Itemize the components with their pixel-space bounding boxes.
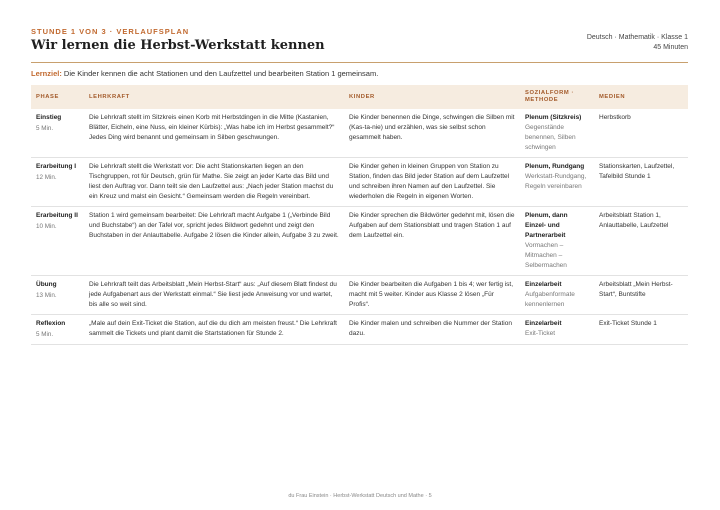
method-note: Vormachen – Mitmachen – Selbermachen [525,242,567,269]
teacher-cell: „Male auf dein Exit-Ticket die Station, auf die du dich am meisten freust.“ Die Lehrkraft sammelt die Tickets und plant damit die Startstationen für Stunde 2. [84,315,344,345]
method-note: Exit-Ticket [525,330,556,337]
phase-minutes: 12 Min. [36,174,57,181]
phase-name: Reflexion [36,320,66,327]
column-header-teacher: LEHRKRAFT [84,85,344,109]
phase-minutes: 5 Min. [36,331,54,338]
column-header-phase: PHASE [31,85,84,109]
children-cell: Die Kinder benennen die Dinge, schwingen die Silben mit (Kas-ta-nie) und erzählen, was sie selbst schon gesammelt haben. [344,109,520,158]
children-cell: Die Kinder malen und schreiben die Nummer der Station dazu. [344,315,520,345]
lesson-plan-page [31,26,688,345]
media-cell: Arbeitsblatt „Mein Herbst-Start“, Buntstifte [594,276,688,315]
phase-minutes: 5 Min. [36,125,54,132]
teacher-cell: Die Lehrkraft stellt die Werkstatt vor: Die acht Stationskarten liegen an den Tischgruppen, rot für Deutsch, grün für Mathe. Sie zeigt an jeder Karte das Bild und liest den Auftrag vor. Dann teilt sie den Laufzettel aus: „Nach jeder Station machst du ein Kreuz und malst ein Gesicht.“ Gemeinsam werden die Regeln vereinbart. [84,158,344,207]
column-header-children: KINDER [344,85,520,109]
table-row [31,276,688,315]
duration-label: 45 Minuten [653,44,688,51]
learning-goal [31,69,688,83]
table-row [31,315,688,345]
lesson-meta [587,33,688,53]
method-note: Werkstatt-Rundgang, Regeln vereinbaren [525,173,587,190]
teacher-cell: Station 1 wird gemeinsam bearbeitet: Die Lehrkraft macht Aufgabe 1 („Verbinde Bild und Buchstabe“) an der Tafel vor, spricht jedes Bildwort gedehnt und zeigt den Buchstaben in der Anlauttabelle. Aufgabe 2 lösen die Kinder allein, Aufgabe 3 zu zweit. [84,207,344,276]
column-header-form: SOZIALFORM · METHODE [520,85,594,109]
form-name: Plenum (Sitzkreis) [525,114,582,121]
lesson-kicker: STUNDE 1 VON 3 · VERLAUFSPLAN [31,27,190,36]
method-note: Gegenstände benennen, Silben schwingen [525,124,576,151]
subjects-label: Deutsch · Mathematik · Klasse 1 [586,34,688,41]
form-cell [520,276,594,315]
teacher-cell: Die Lehrkraft teilt das Arbeitsblatt „Mein Herbst-Start“ aus: „Auf diesem Blatt findest du jede Aufgabenart aus der Werkstatt einmal.“ Sie liest jede Anweisung vor und wartet, bis alle so weit sind. [84,276,344,315]
phase-minutes: 13 Min. [36,292,57,299]
phase-cell [31,109,84,158]
form-name: Einzelarbeit [525,320,562,327]
phase-cell [31,315,84,345]
phase-cell [31,158,84,207]
page-header [31,26,688,63]
media-cell: Arbeitsblatt Station 1, Anlauttabelle, Laufzettel [594,207,688,276]
table-row [31,109,688,158]
column-header-media: MEDIEN [594,85,688,109]
table-row [31,158,688,207]
form-cell [520,207,594,276]
phase-name: Einstieg [36,114,62,121]
page-title: Wir lernen die Herbst-Werkstatt kennen [31,38,325,53]
learning-goal-text: Die Kinder kennen die acht Stationen und den Laufzettel und bearbeiten Station 1 gemeinsam. [61,69,379,78]
media-cell: Herbstkorb [594,109,688,158]
table-row [31,207,688,276]
method-note: Aufgabenformate kennenlernen [525,291,575,308]
phase-name: Erarbeitung I [36,163,77,170]
children-cell: Die Kinder gehen in kleinen Gruppen von Station zu Station, finden das Bild jeder Station auf dem Laufzettel und schreiben ihren Namen auf den Laufzettel. Sie wiederholen die Regeln in eigenen Worten. [344,158,520,207]
learning-goal-label: Lernziel: [31,69,62,78]
phase-name: Übung [36,281,57,288]
phase-cell [31,207,84,276]
form-cell [520,315,594,345]
teacher-cell: Die Lehrkraft stellt im Sitzkreis einen Korb mit Herbstdingen in die Mitte (Kastanien, Blätter, Eicheln, eine Nuss, ein kleiner Kürbis): „Was habe ich im Herbst gesammelt?“ Jedes Ding wird benannt und gemeinsam in Silben geschwungen. [84,109,344,158]
children-cell: Die Kinder bearbeiten die Aufgaben 1 bis 4; wer fertig ist, macht mit 5 weiter. Kinder aus Klasse 2 lösen „Für Profis“. [344,276,520,315]
table-header-row [31,85,688,109]
form-name: Plenum, dann Einzel- und Partnerarbeit [525,212,568,239]
form-name: Plenum, Rundgang [525,163,585,170]
lesson-plan-table [31,85,688,345]
media-cell: Exit-Ticket Stunde 1 [594,315,688,345]
phase-minutes: 10 Min. [36,223,57,230]
children-cell: Die Kinder sprechen die Bildwörter gedehnt mit, lösen die Aufgaben auf dem Stationsblatt und tragen Station 1 auf dem Laufzettel ein. [344,207,520,276]
form-cell [520,158,594,207]
phase-name: Erarbeitung II [36,212,78,219]
form-name: Einzelarbeit [525,281,562,288]
form-cell [520,109,594,158]
phase-cell [31,276,84,315]
page-footer: du Frau Einstein · Herbst-Werkstatt Deutsch und Mathe · 5 [288,493,432,499]
media-cell: Stationskarten, Laufzettel, Tafelbild Stunde 1 [594,158,688,207]
